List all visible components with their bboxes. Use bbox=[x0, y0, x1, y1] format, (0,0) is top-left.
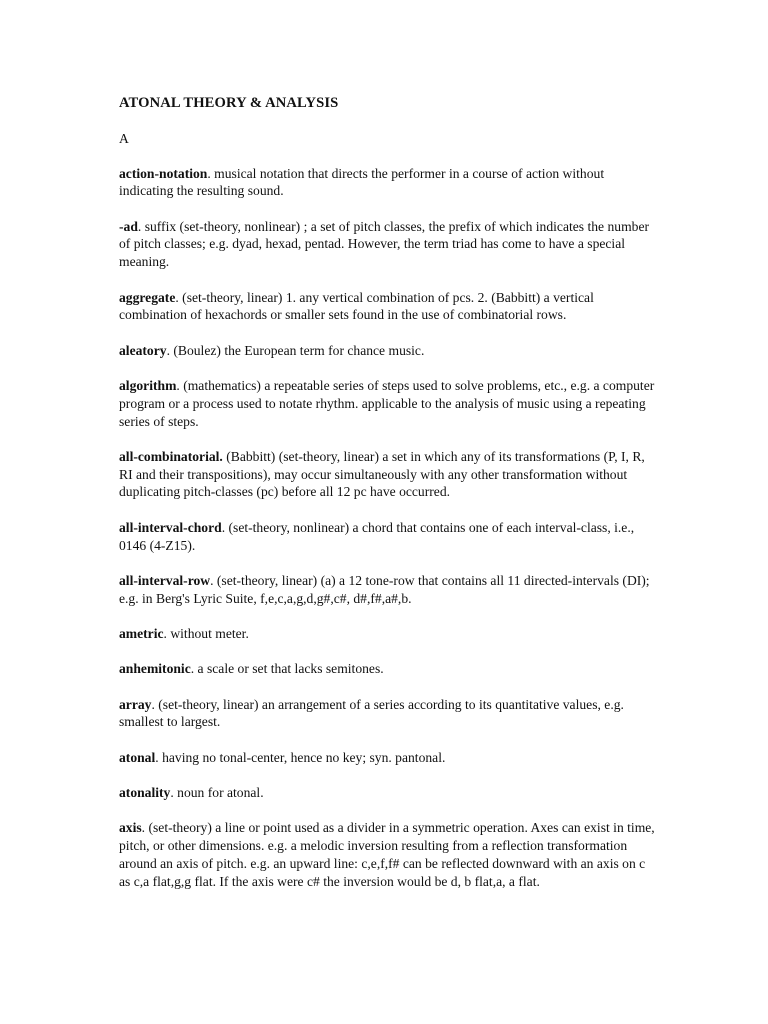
entry-term: all-combinatorial. bbox=[119, 448, 223, 464]
entry-definition: (Babbitt) (set-theory, linear) a set in which any of its transformations (P, I, R, RI and their transpositions), may occur simultaneously with any other transformation without duplicating pitch-classes (pc) before all 12 pc have occurred. bbox=[119, 448, 645, 500]
glossary-entry bbox=[119, 289, 658, 325]
entry-definition: . a scale or set that lacks semitones. bbox=[190, 661, 384, 677]
entry-definition: . having no tonal-center, hence no key; syn. pantonal. bbox=[155, 749, 446, 765]
entry-definition: . (set-theory, linear) an arrangement of a series according to its quantitative values, e.g. smallest to largest. bbox=[119, 696, 624, 730]
entry-term: aleatory bbox=[119, 342, 167, 358]
entry-definition: . (set-theory, linear) 1. any vertical combination of pcs. 2. (Babbitt) a vertical combination of hexachords or smaller sets found in the use of combinatorial rows. bbox=[119, 289, 594, 323]
glossary-entry bbox=[119, 749, 658, 767]
entry-term: ametric bbox=[119, 625, 164, 641]
entry-definition: . (set-theory) a line or point used as a divider in a symmetric operation. Axes can exist in time, pitch, or other dimensions. e.g. a melodic inversion resulting from a reflection transformation around an axis of pitch. e.g. an upward line: c,e,f,f# can be reflected downward with an axis on c as c,a flat,g,g flat. If the axis were c# the inversion would be d, b flat,a, a flat. bbox=[119, 820, 655, 889]
glossary-entry bbox=[119, 218, 658, 271]
entry-definition: . (Boulez) the European term for chance music. bbox=[166, 342, 425, 358]
glossary-entry bbox=[119, 519, 658, 555]
entry-definition: . without meter. bbox=[163, 625, 249, 641]
glossary-entry bbox=[119, 625, 658, 643]
entry-term: atonal bbox=[119, 749, 156, 765]
entry-term: action-notation bbox=[119, 165, 208, 181]
glossary-entry bbox=[119, 342, 658, 360]
entry-definition: . suffix (set-theory, nonlinear) ; a set of pitch classes, the prefix of which indicates the number of pitch classes; e.g. dyad, hexad, pentad. However, the term triad has come to have a special meaning. bbox=[119, 218, 650, 270]
entry-term: axis bbox=[119, 820, 142, 836]
entry-term: anhemitonic bbox=[119, 661, 191, 677]
glossary-entry bbox=[119, 572, 658, 608]
glossary-entry bbox=[119, 660, 658, 678]
section-letter: A bbox=[119, 130, 129, 146]
entry-definition: . musical notation that directs the performer in a course of action without indicating the resulting sound. bbox=[119, 165, 605, 199]
entry-definition: . (mathematics) a repeatable series of steps used to solve problems, etc., e.g. a computer program or a process used to notate rhythm. applicable to the analysis of music using a repeating series of steps. bbox=[119, 377, 655, 429]
glossary-entry bbox=[119, 819, 658, 890]
entry-term: all-interval-row bbox=[119, 572, 211, 588]
entry-definition: . (set-theory, nonlinear) a chord that contains one of each interval-class, i.e., 0146 (4-Z15). bbox=[119, 519, 635, 553]
glossary-entry bbox=[119, 165, 658, 201]
entry-term: aggregate bbox=[119, 289, 176, 305]
glossary-entry bbox=[119, 377, 658, 430]
glossary-entry bbox=[119, 784, 658, 802]
entry-term: atonality bbox=[119, 784, 171, 800]
entry-term: all-interval-chord bbox=[119, 519, 222, 535]
entry-definition: . (set-theory, linear) (a) a 12 tone-row that contains all 11 directed-intervals (DI); e.g. in Berg's Lyric Suite, f,e,c,a,g,d,g#,c#, d#,f#,a#,b. bbox=[119, 572, 650, 606]
page-title: ATONAL THEORY & ANALYSIS bbox=[119, 95, 339, 111]
glossary-entries bbox=[119, 165, 658, 891]
entry-term: algorithm bbox=[119, 377, 177, 393]
glossary-entry bbox=[119, 696, 658, 732]
entry-term: array bbox=[119, 696, 152, 712]
glossary-entry bbox=[119, 448, 658, 501]
entry-definition: . noun for atonal. bbox=[170, 784, 264, 800]
entry-term: -ad bbox=[119, 218, 138, 234]
